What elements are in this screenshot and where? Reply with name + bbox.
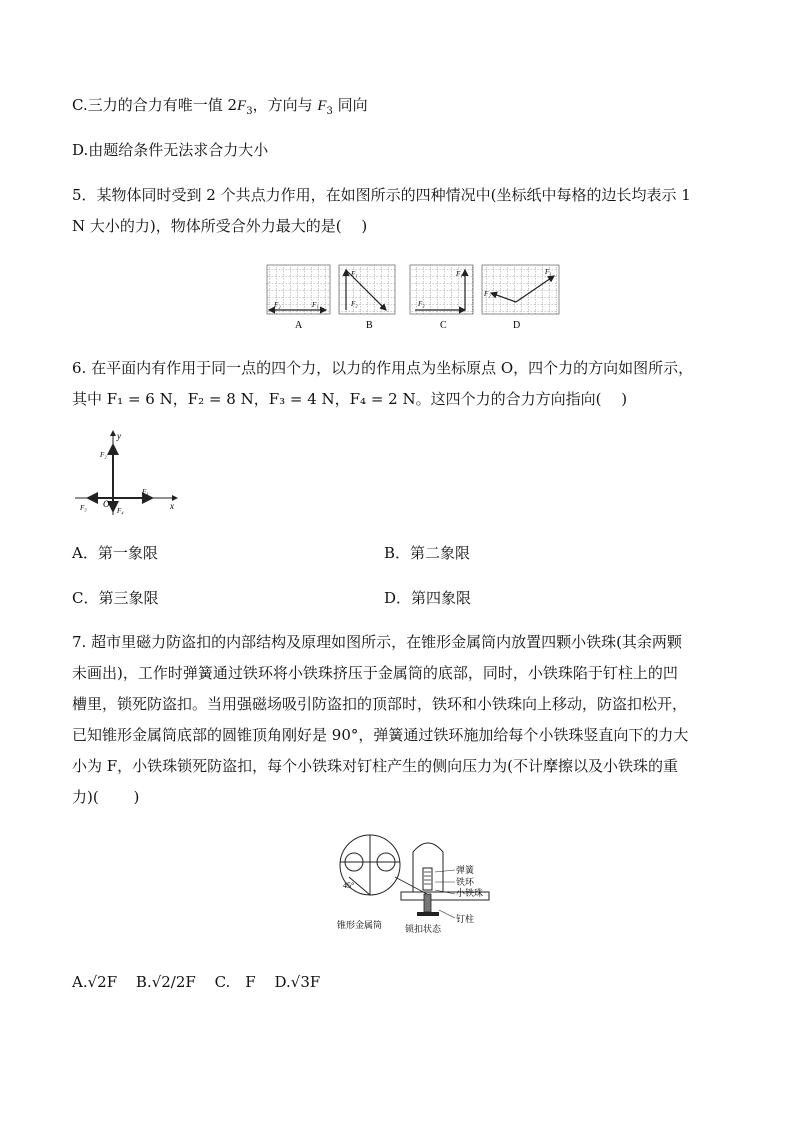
q7-stem-line1: 7. 超市里磁力防盗扣的内部结构及原理如图所示，在锥形金属筒内放置四颗小铁珠(其余两颗 (72, 633, 682, 651)
q7-options (72, 972, 320, 992)
q7-stem-line6: 力)( ) (72, 788, 140, 806)
q5-a-f1: F₁ (312, 301, 319, 309)
q6-x-label: x (170, 501, 174, 511)
q5-a-f2: F₂ (274, 301, 281, 309)
q6-option-c: C．第三象限 (72, 589, 159, 607)
q7-label-cone: 锥形金属筒 (337, 920, 383, 930)
q7-pin (424, 894, 431, 912)
q6-figure (70, 425, 185, 520)
q7-label-spring: 弹簧 (456, 865, 475, 875)
q5-panel-d (482, 265, 559, 331)
q6-f4-label: F₄ (117, 507, 124, 515)
q7-stem-line4: 已知锥形金属筒底部的圆锥顶角刚好是 90°，弹簧通过铁环施加给每个小铁珠竖直向下的力大 (72, 726, 689, 744)
q5-stem-line2: N 大小的力)，物体所受合外力最大的是( ) (72, 217, 368, 235)
q6-f1-label: F₁ (142, 488, 149, 496)
q6-f2-label: F₂ (100, 451, 107, 459)
q5-label-a: A (295, 320, 303, 331)
q7-option-a: A.√2F (72, 973, 118, 991)
q6-stem-line1: 6. 在平面内有作用于同一点的四个力，以力的作用点为坐标原点 O，四个力的方向如图所示， (72, 359, 694, 377)
q5-panel-a (267, 265, 330, 331)
q7-option-d: D.√3F (274, 973, 321, 991)
q7-magnified-view (340, 835, 400, 895)
q7-label-pin: 钉柱 (456, 914, 475, 924)
q4-option-d: D.由题给条件无法求合力大小 (72, 141, 269, 159)
q7-spring (423, 868, 432, 890)
q7-stem-line2: 未画出)，工作时弹簧通过铁环将小铁珠挤压于金属筒的底部，同时，小铁珠陷于钉柱上的凹 (72, 664, 678, 682)
q7-pin-base (417, 912, 439, 916)
q5-label-d: D (513, 320, 521, 331)
q6-option-a: A．第一象限 (72, 544, 158, 562)
q7-label-ring: 铁环 (456, 877, 475, 887)
q6-origin-label: O (103, 499, 110, 509)
q6-option-d: D．第四象限 (384, 589, 472, 607)
q5-label-b: B (366, 320, 373, 331)
q7-label-ball: 小铁珠 (456, 888, 484, 898)
q4-option-c: C.三力的合力有唯一值 $2F_3$，方向与 $F_3$ 同向 (72, 96, 368, 117)
q7-figure (335, 832, 495, 940)
q5-b-f1: F₁ (351, 270, 358, 278)
q6-stem-line2: 其中 F₁ = 6 N，F₂ = 8 N，F₃ = 4 N，F₄ = 2 N。这四个力的合力方向指向( ) (72, 390, 628, 408)
q5-c-f2: F₂ (418, 300, 425, 308)
q7-angle-label: 45° (343, 881, 355, 890)
q5-stem-line1: 5．某物体同时受到 2 个共点力作用，在如图所示的四种情况中(坐标纸中每格的边长均表示 1 (72, 186, 691, 204)
q5-b-f2: F₂ (351, 300, 358, 308)
q7-label-locked: 锁扣状态 (405, 924, 442, 934)
q5-label-c: C (440, 320, 447, 331)
q5-d-f1: F₁ (545, 268, 552, 276)
q6-y-label: y (117, 431, 121, 441)
q7-device (401, 843, 489, 916)
q5-figure (262, 262, 562, 334)
q7-stem-line5: 小为 F，小铁珠锁死防盗扣，每个小铁珠对钉柱产生的侧向压力为(不计摩擦以及小铁珠的重 (72, 757, 679, 775)
q6-option-b: B．第二象限 (384, 544, 471, 562)
q5-panel-c (410, 265, 473, 331)
q5-c-f1: F₁ (456, 270, 463, 278)
q7-option-c: C. F (214, 973, 256, 991)
q5-d-f2: F₂ (484, 290, 491, 298)
q6-f3-label: F₃ (80, 504, 87, 512)
q7-stem-line3: 槽里，锁死防盗扣。当用强磁场吸引防盗扣的顶部时，铁环和小铁珠向上移动，防盗扣松开， (72, 695, 688, 713)
q5-panel-b (339, 265, 395, 331)
q7-option-b: B.√2/2F (135, 973, 196, 991)
